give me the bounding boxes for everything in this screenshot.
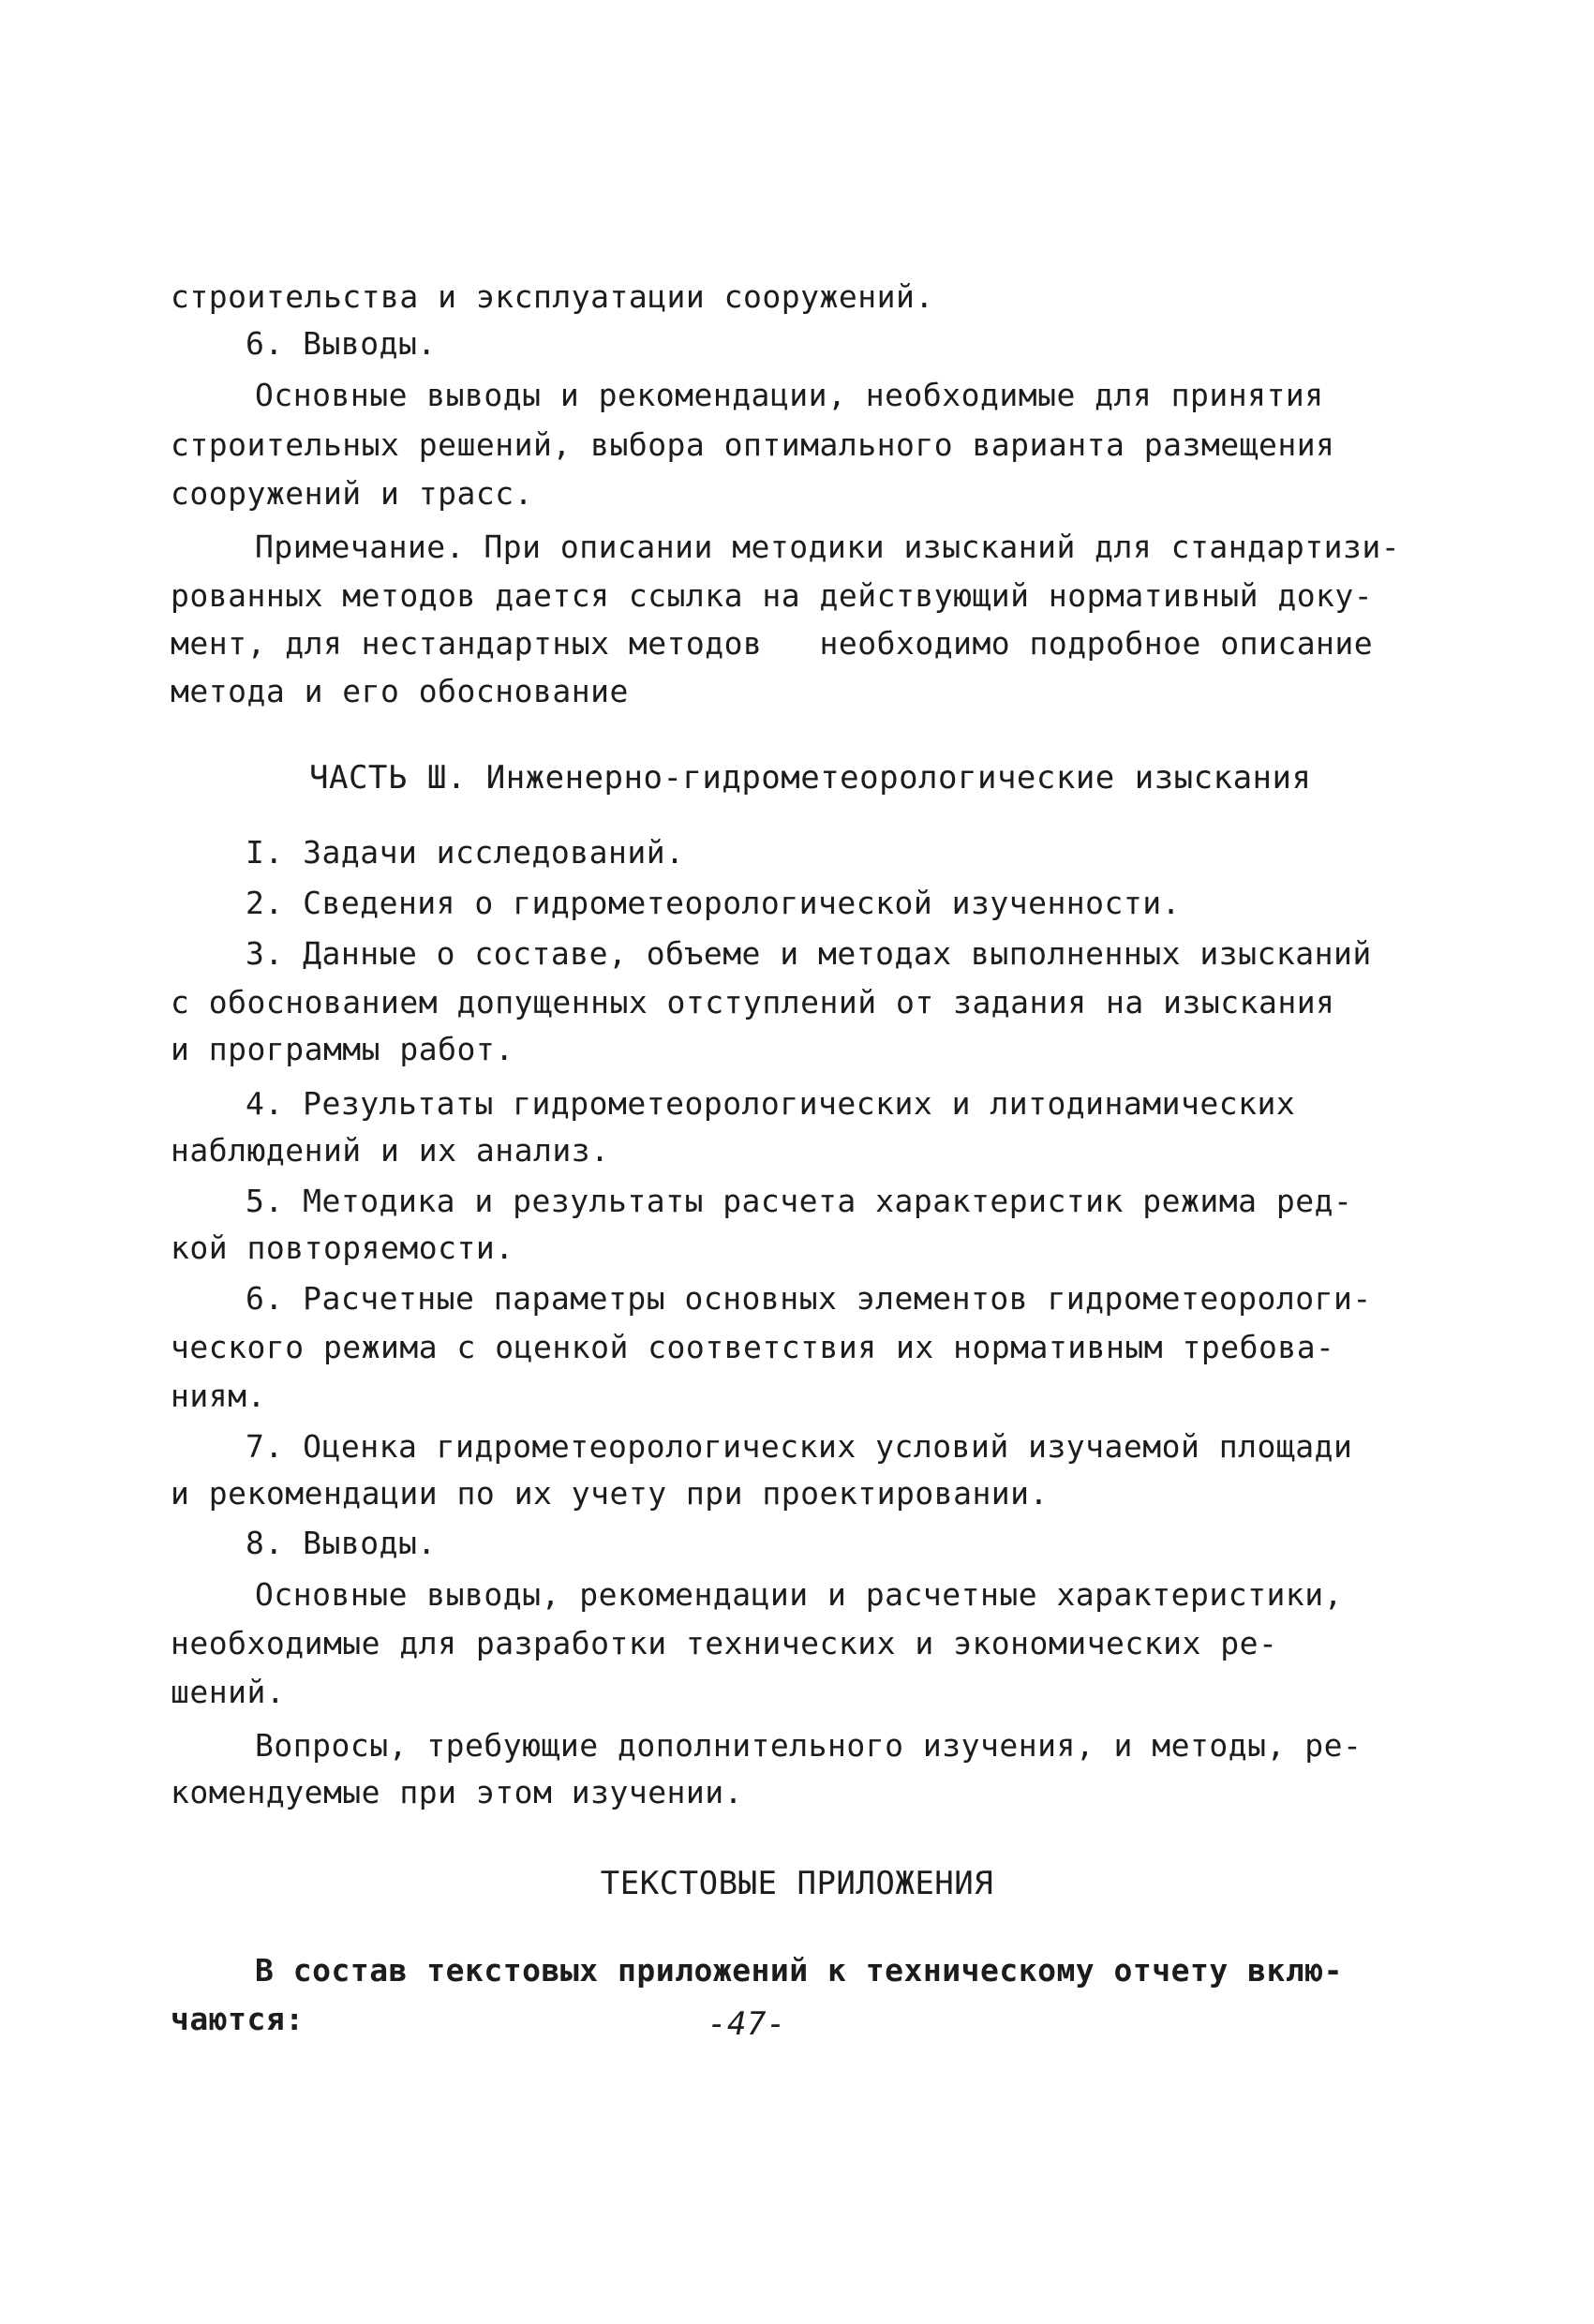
note-line: рованных методов дается ссылка на действующий нормативный доку- [171,577,1374,614]
text-line: сооружений и трасс. [171,475,533,512]
text-line: комендуемые при этом изучении. [171,1774,744,1810]
text-line: Основные выводы и рекомендации, необходимые для принятия [255,377,1324,413]
text-line: Вопросы, требующие дополнительного изучения, и методы, ре- [255,1727,1363,1764]
text-line: строительных решений, выбора оптимального варианта размещения [171,426,1335,463]
text-line: необходимые для разработки технических и экономических ре- [171,1625,1278,1661]
list-item: I. Задачи исследований. [246,834,685,871]
text-line: В состав текстовых приложений к техническому отчету вклю- [255,1952,1343,1989]
text-line: чаются: [171,2001,305,2037]
part-3-title: ЧАСТЬ Ш. Инженерно-гидрометеорологические изыскания [309,759,1312,797]
text-line: Основные выводы, рекомендации и расчетные характеристики, [255,1576,1343,1613]
list-item-cont: и программы работ. [171,1031,514,1067]
list-item-cont: с обоснованием допущенных отступлений от задания на изыскания [171,984,1335,1020]
list-item-cont: ческого режима с оценкой соответствия их нормативным требова- [171,1329,1335,1365]
text-line: строительства и эксплуатации сооружений. [171,278,934,315]
list-item: 4. Результаты гидрометеорологических и литодинамических [246,1085,1296,1122]
list-item-cont: кой повторяемости. [171,1229,514,1266]
list-item: 7. Оценка гидрометеорологических условий изучаемой площади [246,1428,1353,1465]
text-line: шений. [171,1674,286,1710]
list-item: 2. Сведения о гидрометеорологической изученности. [246,885,1182,921]
appendices-title: ТЕКСТОВЫЕ ПРИЛОЖЕНИЯ [600,1865,994,1902]
list-item-cont: и рекомендации по их учету при проектировании. [171,1475,1049,1512]
note-line: Примечание. При описании методики изысканий для стандартизи- [255,529,1401,565]
section-item-heading: 6. Выводы. [246,325,437,362]
page-number: -47- [708,2005,786,2043]
list-item: 8. Выводы. [246,1525,437,1561]
list-item-cont: ниям. [171,1378,266,1414]
note-line: метода и его обоснование [171,673,629,709]
note-line: мент, для нестандартных методов необходимо подробное описание [171,625,1374,662]
list-item: 3. Данные о составе, объеме и методах выполненных изысканий [246,935,1372,972]
list-item: 6. Расчетные параметры основных элементов гидрометеорологи- [246,1280,1372,1317]
list-item: 5. Методика и результаты расчета характеристик режима ред- [246,1183,1353,1219]
list-item-cont: наблюдений и их анализ. [171,1132,610,1169]
